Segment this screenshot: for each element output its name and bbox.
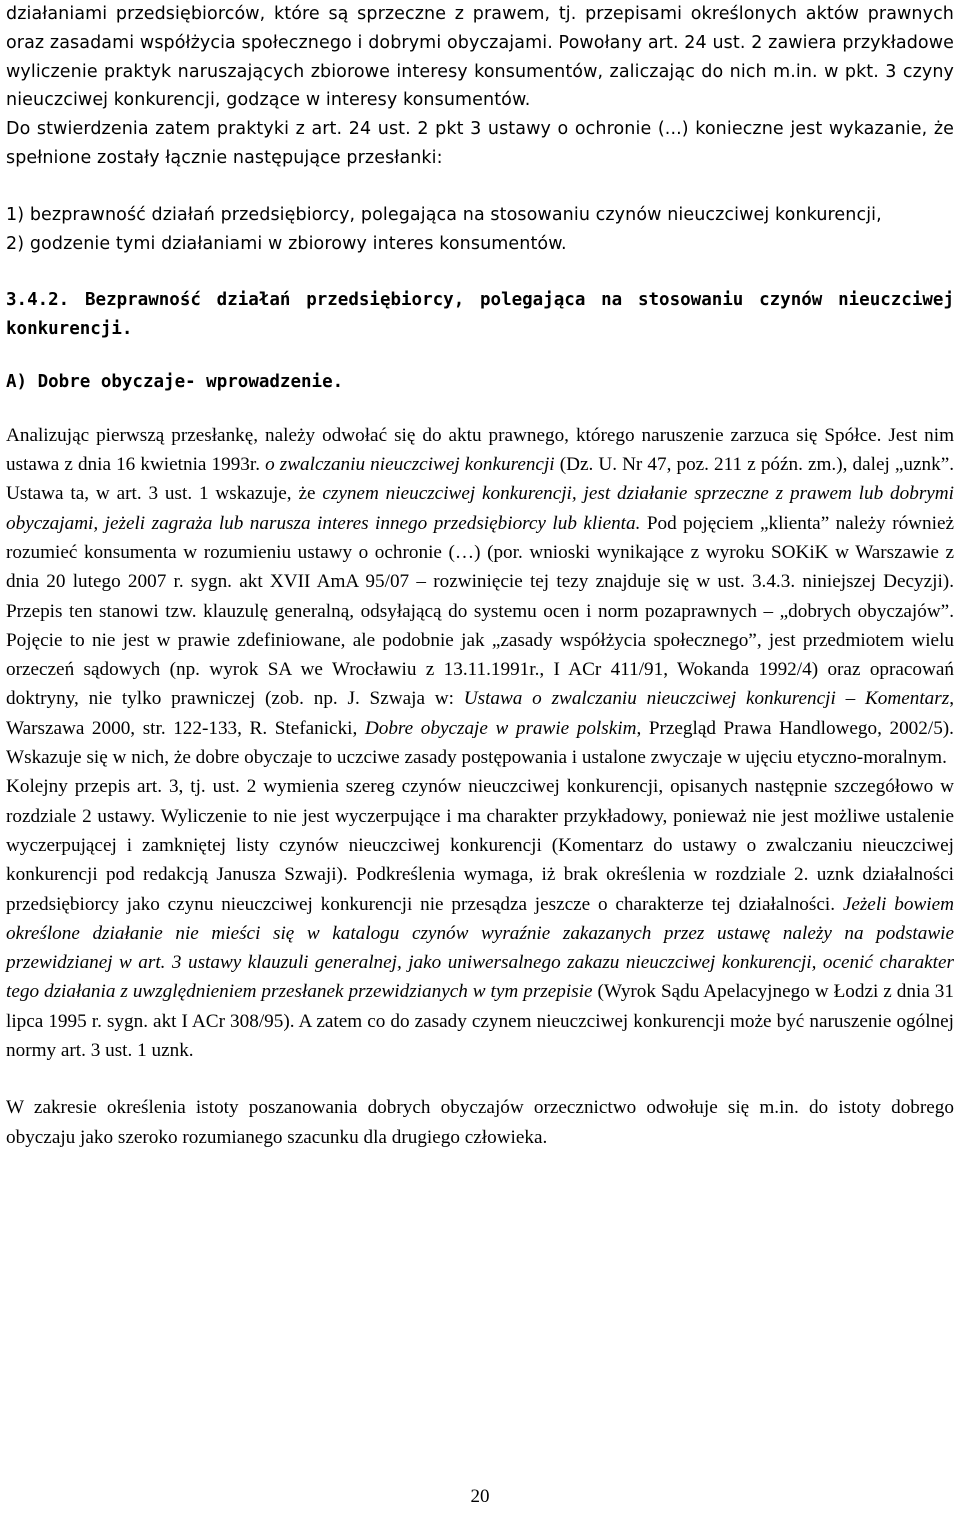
- condition-item-2: [6, 230, 954, 259]
- spacer: [6, 1065, 954, 1093]
- paragraph-jurisprudence: W zakresie określenia istoty poszanowania dobrych obyczajów orzecznictwo odwołuje się m.in. do istoty dobrego obyczaju jako szeroko rozumianego szacunku dla drugiego człowieka.: [6, 1097, 954, 1148]
- italic-definition: czynem nieuczciwej konkurencji, jest działanie sprzeczne z prawem lub dobrymi obyczajami, jeżeli zagraża lub narusza interes innego przedsiębiorcy lub klienta.: [6, 483, 954, 534]
- condition-number: 1): [6, 204, 25, 225]
- paragraph-good-practices: [6, 421, 954, 773]
- page-number: 20: [470, 1486, 490, 1507]
- spacer: [6, 173, 954, 201]
- spacer: [6, 258, 954, 286]
- condition-number: 2): [6, 233, 25, 254]
- paragraph-article-3: [6, 772, 954, 1065]
- section-heading-text: Bezprawność działań przedsiębiorcy, polegająca na stosowaniu czynów nieuczciwej konkurencji.: [6, 290, 954, 340]
- section-heading: [6, 286, 954, 344]
- subsection-heading: A) Dobre obyczaje- wprowadzenie.: [6, 371, 344, 392]
- condition-item-1: [6, 201, 954, 230]
- document-page: [6, 0, 954, 1152]
- italic-citation: Dobre obyczaje w prawie polskim: [364, 717, 637, 739]
- text-run: Analizując pierwszą przesłankę, należy odwołać się do aktu prawnego, którego naruszenie zarzuca się Spółce. Jest nim ustawa z dnia 16 kwietnia 1993r.: [6, 424, 954, 476]
- spacer: [6, 344, 954, 368]
- condition-text: godzenie tymi działaniami w zbiorowy interes konsumentów.: [29, 233, 567, 254]
- italic-law-title: o zwalczaniu nieuczciwej konkurencji: [265, 454, 555, 476]
- italic-quotation: Jeżeli bowiem określone działanie nie mieści się w katalogu czynów wyraźnie zakazanych przez ustawę należy na podstawie przewidzianej w art. 3 ustawy klauzuli generalnej, jako uniwersalnego zakazu nieuczciwej konkurencji, ocenić charakter tego działania z uwzględnieniem przesłanek przewidzianych w tym przepisie: [6, 893, 954, 1003]
- spacer: [6, 397, 954, 421]
- text-run: , Warszawa 2000, str. 122-133, R. Stefanicki,: [6, 688, 954, 739]
- prerequisites-paragraph: Do stwierdzenia zatem praktyki z art. 24 ust. 2 pkt 3 ustawy o ochronie (...) konieczne jest wykazanie, że spełnione zostały łącznie następujące przesłanki:: [6, 119, 954, 168]
- intro-paragraph: działaniami przedsiębiorców, które są sprzeczne z prawem, tj. przepisami określonych aktów prawnych oraz zasadami współżycia społecznego i dobrymi obyczajami. Powołany art. 24 ust. 2 zawiera przykładowe wyliczenie praktyk naruszających zbiorowe interesy konsumentów, zaliczając do nich m.in. w pkt. 3 czyny nieuczciwej konkurencji, godzące w interesy konsumentów.: [6, 4, 954, 111]
- italic-citation: Ustawa o zwalczaniu nieuczciwej konkurencji – Komentarz: [463, 688, 950, 710]
- text-run: (Wyrok Sądu Apelacyjnego w Łodzi z dnia 31 lipca 1995 r. sygn. akt I ACr 308/95). A zatem co do zasady czynem nieuczciwej konkurencji może być naruszenie ogólnej normy art. 3 ust. 1 uznk.: [6, 981, 954, 1061]
- text-run: (Dz. U. Nr 47, poz. 211 z późn. zm.), dalej „uznk”. Ustawa ta, w art. 3 ust. 1 wskazuje, że: [6, 454, 955, 505]
- text-run: Kolejny przepis art. 3, tj. ust. 2 wymienia szereg czynów nieuczciwej konkurencji, opisanych następnie szczegółowo w rozdziale 2 ustawy. Wyliczenie to nie jest wyczerpujące i ma charakter przykładowy, ponieważ nie jest możliwe ustalenie wyczerpującej i zamkniętej listy czynów nieuczciwej konkurencji (Komentarz do ustawy o zwalczaniu nieuczciwej konkurencji pod redakcją Janusza Szwaji). Podkreślenia wymaga, iż brak określenia w rozdziale 2. uznk działalności przedsiębiorcy jako czynu nieuczciwej konkurencji nie przesądza jeszcze o charakterze tej działalności.: [6, 776, 954, 915]
- condition-text: bezprawność działań przedsiębiorcy, polegająca na stosowaniu czynów nieuczciwej konkurencji,: [29, 204, 882, 225]
- section-number: 3.4.2.: [6, 290, 70, 311]
- text-run: , Przegląd Prawa Handlowego, 2002/5). Wskazuje się w nich, że dobre obyczaje to uczciwe zasady postępowania i ustalone zwyczaje w ujęciu etyczno-moralnym.: [6, 717, 954, 769]
- text-run: Pod pojęciem „klienta” należy również rozumieć konsumenta w rozumieniu ustawy o ochronie (…) (por. wnioski wynikające z wyroku SOKiK w Warszawie z dnia 20 lutego 2007 r. sygn. akt XVII AmA 95/07 – rozwinięcie tej tezy znajduje się w ust. 3.4.3. niniejszej Decyzji). Przepis ten stanowi tzw. klauzulę generalną, odsyłającą do systemu ocen i norm pozaprawnych – „dobrych obyczajów”. Pojęcie to nie jest w prawie zdefiniowane, ale podobnie jak „zasady współżycia społecznego”, jest przedmiotem wielu orzeczeń sądowych (np. wyrok SA we Wrocławiu z 13.11.1991r., I ACr 411/91, Wokanda 1992/4) oraz opracowań doktryny, nie tylko prawniczej (zob. np. J. Szwaja w:: [6, 512, 954, 710]
